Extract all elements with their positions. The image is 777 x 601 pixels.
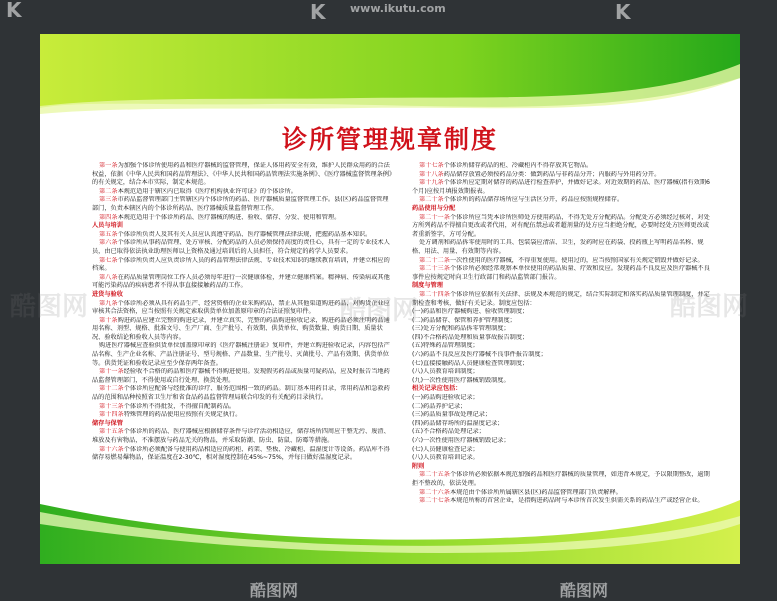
watermark-url-top: www.ikutu.com [350,2,446,15]
article-text: 个体诊所应定期对储存的药品进行检查养护，并做好记录。对近效期的药品、医疗器械(指有效期6个月)应按月填报效期报表。 [412,179,710,195]
list-item: (一)药品购进验收记录； [412,394,479,402]
article-text: 一次性使用的医疗器械，不得重复使用。使用过的，应当按照国家有关规定销毁并做好记录。 [449,256,704,264]
article-paragraph [92,257,394,274]
watermark-letter-top-right: K [615,0,631,24]
list-item: (八)人员教育培训制度； [412,368,479,376]
article-text: 个体诊所储存药品的柜、冷藏柜内不得存放其它物品。 [443,162,593,169]
section-heading: 相关记录应包括： [412,385,462,393]
article-number: 第二十五条 [419,471,450,479]
article-text: 个体诊所应配备与经批准的诊疗、服务范围相一致的药品。制订基本用药目录，常用药品和急救药品的范围和品种按照省卫生厅和省食品药品监督管理局联合印发的有关配药目录执行。 [92,385,390,402]
list-item: (二)药品储存、保管和养护管理制度； [412,316,516,324]
article-number: 第十六条 [99,445,124,453]
list-item: (四)不合格药品处理和质量事故报告制度； [412,333,529,341]
article-number: 第二十六条 [419,488,450,496]
left-column [92,162,394,463]
article-paragraph [412,265,714,282]
list-item: (二)药品养护记录； [412,402,467,410]
list-item: (八)人员教育培训记录。 [412,454,479,462]
article-text: 个体诊所从事药品管理、处方审核、分配药品的人员必须保持高度的责任心，具有一定的专业技术人员，由已取得依法执业助理医师以上资格及通过培训后的人员担任，符合规定的药学人员要求。 [92,239,390,255]
article-paragraph [92,214,394,223]
article-text: 个体诊所应依据有关法律、法规及本规范的规定，结合实际制定和落实药品质量管理制度，并定期检查和考核，做好有关记录。制度应包括： [412,290,710,307]
article-text: 个体诊所必须依据本规范加强药品和医疗器械的质量管理，如违背本规定，予以限期整改，逾期拒不整改的，依法处理。 [412,471,710,487]
article-text: 市药品监督管理部门主管辖区内个体诊所的药品、医疗器械质量监督管理工作。县(区)药品监督管理部门，负责本辖区内的个体诊所药品、医疗器械质量监督管理工作。 [92,196,389,212]
article-paragraph [412,257,714,266]
article-number: 第六条 [99,239,118,247]
article-text: 在药品质量管理岗位工作人员必须每年进行一次健康体检，并建立健康档案。精神病、传染病或其他可能污染药品的疾病患者不得从事直接接触药品的工作。 [92,273,390,290]
section-heading: 储存与保管 [92,419,123,427]
article-number: 第四条 [99,213,118,221]
article-number: 第七条 [99,256,118,264]
watermark-logo-bottom: 酷图网 [250,581,299,600]
article-paragraph [412,196,714,205]
article-paragraph [412,489,714,498]
article-number: 第八条 [99,273,118,281]
article-paragraph [92,239,394,256]
list-item: (一)药品和医疗器械购进、验收管理制度； [412,308,529,316]
article-number: 第二十二条 [419,256,450,264]
section-heading: 附则 [412,462,425,470]
article-number: 第二十四条 [419,290,450,298]
article-text: 经验收不合格的药品和医疗器械不得购进使用。发现假劣药品或质量可疑药品，应及时报告当地药品监督管理部门，不得使用或自行处理、换货处理。 [92,368,390,384]
article-paragraph [412,179,714,196]
section-heading: 人员与培训 [92,222,123,230]
article-paragraph [92,446,394,463]
list-item: (四)药品储存场所的温湿度记录； [412,419,504,427]
article-text: 购进药品应建立完整的购进记录，并建立真实、完整的药品购进验收记录，购进药品必须注明药品通用名称、剂型、规格、批准文号、生产厂商、生产批号、有效期、供货单位、购货数量、购货日期、质量状况、验收结论和验收人员等内容。 [92,316,390,341]
list-item: (九)一次性使用医疗器械销毁制度。 [412,376,510,384]
article-paragraph [92,385,394,402]
article-paragraph [412,291,714,308]
article-text: 购进医疗器械应查验供货单位加盖原印章的《医疗器械注册证》复印件，并建立购进验收记录，内容包括产品名称、生产企业名称、产品注册证号、型号规格、产品数量、生产批号、灭菌批号、产品有效期、供货单位等。供货凭证和验收记录应至少保存两年备查。 [92,342,390,367]
article-number: 第三条 [99,196,118,204]
article-text: 个体诊所负责人及其有关人员应认真遵守药品、医疗器械管理法律法规，把握药品基本知识。 [117,230,372,238]
article-text: 个体诊所必须从具有药品生产、经营资格的企业采购药品，禁止从其他渠道购进药品，对购货企业应审核其合法资格，应当按照有关规定索取供货单位加盖原印章的合法证照复印件。 [92,299,390,316]
article-paragraph [92,403,394,412]
article-number: 第二十三条 [419,265,450,273]
article-number: 第十二条 [99,385,124,393]
list-item: (五)不合格药品处理记录； [412,428,485,436]
article-number: 第十一条 [99,368,124,376]
list-item: (三)处方分配和药品拆零管理制度； [412,325,510,333]
article-number: 第十九条 [419,179,444,187]
list-item: (七)直接接触药品人员健康检查管理制度； [412,359,529,367]
list-item: (三)药品质量事故处理记录； [412,411,492,419]
article-text: 个体诊所的药品储存场所应与生活区分开，药品应按照规程储存。 [443,196,624,204]
article-number: 第五条 [99,230,118,238]
article-paragraph [92,368,394,385]
article-text: 特殊管理的药品使用应按照有关规定执行。 [123,411,242,419]
article-paragraph [92,300,394,317]
section-heading: 药品使用与分配 [412,204,456,212]
section-heading: 制度与管理 [412,282,443,290]
article-text: 处方调剂和药品拆零使用时的工具、包装袋应清洁、卫生，发药时应在药袋、投药瓶上写明药品名称、规格、用法、用量、有效期等内容。 [412,239,704,255]
article-number: 第二十七条 [419,497,450,505]
article-paragraph [92,231,394,240]
article-paragraph [412,162,714,171]
section-heading: 进货与验收 [92,290,123,298]
article-text: 本规范由个体诊所所属辖区县(区)药品监督管理部门负责解释。 [449,488,622,496]
right-column [412,162,714,506]
article-number: 第二十一条 [419,213,450,221]
article-text: 个体诊所必须配备与使用药品相适应的药柜、药架、垫板、冷藏柜、温湿度计等设备。药品库不得储存易燃易爆物品，保证温度在2-30℃，相对湿度控制在45%~75%，并每日做好温湿度记录。 [92,445,390,462]
article-text: 个体诊所应当凭本诊所医师处方使用药品，不得无处方分配药品。分配处方必须经过核对，对处方所列药品不得擅自更改或者代用，对有配伍禁忌或者超剂量的处方应当拒绝分配，必要时经处方医师更改或者重新签字，方可分配。 [412,213,710,238]
article-number: 第九条 [99,299,118,307]
list-item: (六)一次性使用医疗器械销毁记录； [412,437,510,444]
article-paragraph [412,497,714,506]
watermark-logo-bottom-right: 酷图网 [560,581,609,600]
article-paragraph [92,162,394,188]
article-number: 第十八条 [419,170,444,178]
list-item: (五)特殊药品管理制度； [412,342,479,350]
article-paragraph [92,411,394,420]
article-paragraph [412,239,714,256]
article-text: 本规范适用于辖区内已取得《医疗机构执业许可证》的个体诊所。 [117,187,297,195]
article-text: 个体诊所不得批发，不得擅自配制药品。 [123,402,236,410]
list-item: (七)人员健康检查记录； [412,445,479,453]
watermark-letter-top-center: K [310,0,326,24]
article-number: 第一条 [99,162,118,169]
article-paragraph [92,274,394,291]
article-number: 第二十条 [419,196,444,204]
article-text: 本规范适用于个体诊所药品、医疗器械的购进、验收、储存、分发、使用和管理。 [117,213,341,221]
article-paragraph [92,342,394,368]
watermark-letter-top-left: K [6,0,22,22]
article-paragraph [92,428,394,445]
article-number: 第十条 [99,316,118,324]
list-item: (六)药品不良反应及医疗器械不良事件报告制度； [412,351,547,359]
article-number: 第十四条 [99,411,124,419]
article-number: 第十五条 [99,428,124,436]
article-paragraph [92,188,394,197]
article-text: 个体诊所的药品、医疗器械应根据储存条件与诊疗活动相适应，储存场所四周应干整无污、废渣、堆放及有害物品，不准摆放与药品无关的物品，并采取防潮、防虫、防鼠、防霉等措施。 [92,428,390,444]
article-paragraph [92,317,394,343]
article-paragraph [412,171,714,180]
article-number: 第十三条 [99,402,124,410]
article-number: 第十七条 [419,162,444,169]
article-paragraph [412,214,714,240]
article-paragraph [412,471,714,488]
article-text: 本规范所称的首营企业，是指购进药品时与本诊所首次发生供需关系的药品生产或经营企业。 [449,497,704,505]
article-text: 药品储存放置必须按药品分类：做到药品与非药品分开；内服药与外用药分开。 [443,170,661,178]
article-text: 个体诊所负责人应负责诊所人员的药品管理法律法规、专业技术知识的继续教育培训，并建立相应的档案。 [92,256,390,273]
article-paragraph [92,196,394,213]
poster-board [40,34,740,564]
article-text: 个体诊所必须经常观察本单位使用的药品质量、疗效和反应。发现药品不良反应及医疗器械不良事件应按规定时向卫生行政部门和药品监管部门报告。 [412,265,710,281]
page-title: 诊所管理规章制度 [281,125,498,154]
article-number: 第二条 [99,187,118,195]
article-text: 为加强个体诊所使用药品和医疗器械的监督管理，保证人体用药安全有效，维护人民群众用药的合法权益，依据《中华人民共和国药品管理法》、《中华人民共和国药品管理法实施条例》、《医疗器械监督管理条例》的有关规定，结合本市实际，制定本规范。 [92,162,393,187]
